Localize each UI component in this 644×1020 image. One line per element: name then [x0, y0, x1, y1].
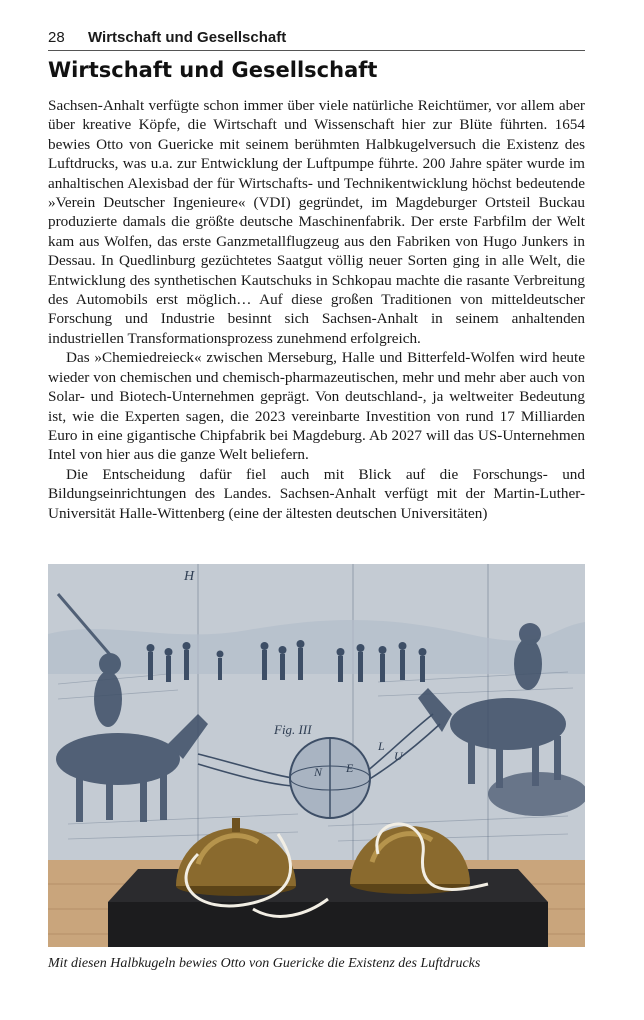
paragraph-1: Sachsen-Anhalt verfügte schon immer über viele natürliche Reichtümer, vor allem aber über kreative Köpfe, die Wirtschaft und Wissenschaft hier zur Blüte führten. 1654 bewies Otto von Guericke mit seinem berühmten Halbkugelversuch die Existenz des Luftdrucks, was u.a. zur Entwicklung der Luftpumpe führte. 200 Jahre später wurde im anhaltischen Alexisbad der für Wirtschafts- und Technikentwicklung höchst bedeutende »Verein Deutscher Ingenieure« (VDI) gegründet, im Magdeburger Ortsteil Buckau produzierte damals die größte deutsche Maschinenfabrik. Der erste Farbfilm der Welt kam aus Wolfen, das erste Ganzmetallflugzeug aus den Fabriken von Hugo Junkers in Dessau. In Quedlinburg gezüchtetes Saatgut völlig neuer Sorten ging in alle Welt, die Entwicklung des synthetischen Kautschuks in Schkopau machte die rasante Verbreitung des Automobils erst möglich… Auf diese großen Traditionen von mitteldeutscher Forschung und Industrie besinnt sich Sachsen-Anhalt in seinem anhaltenden industriellen Transformationsprozess zunehmend erfolgreich.	[48, 97, 585, 347]
engraving-label-u: U	[394, 749, 403, 763]
engraving-sphere	[290, 738, 370, 818]
engraving-label-n: N	[314, 765, 323, 779]
photo-magdeburg-hemispheres	[48, 564, 585, 947]
paragraph-3: Die Entscheidung dafür fiel auch mit Blick auf die Forschungs- und Bildungseinrichtungen des Landes. Sachsen-Anhalt verfügt mit der Martin-Luther-Universität Halle-Wittenberg (eine der ältesten deutschen Universitäten)	[48, 465, 585, 522]
engraving-label-h: H	[184, 569, 195, 584]
engraving-label-l: L	[378, 739, 385, 753]
engraving-label-fig: Fig. III	[274, 722, 312, 737]
paragraph-2: Das »Chemiedreieck« zwischen Merseburg, Halle und Bitterfeld-Wolfen wird heute wieder von chemischen und chemisch-pharmazeutischen, mehr und mehr aber auch von Solar- und Biotech-Unternehmen geprägt. Von deutschland-, ja weltweiter Bedeutung ist, wie die Experten sagen, die 2023 vereinbarte Investition von rund 17 Milliarden Euro in eine gigantische Chipfabrik bei Magdeburg. Ab 2027 will das US-Unternehmen Intel von hier aus die ganze Welt beliefern.	[48, 349, 585, 464]
running-head	[48, 28, 585, 51]
hemispheres-illustration	[48, 564, 585, 947]
pedestal-front	[108, 902, 548, 947]
body-text	[48, 96, 585, 523]
figure-caption: Mit diesen Halbkugeln bewies Otto von Guericke die Existenz des Luftdrucks	[48, 956, 481, 971]
running-head-section: Wirtschaft und Gesellschaft	[88, 29, 287, 46]
engraving-label-e: E	[346, 761, 354, 775]
page-number: 28	[48, 29, 65, 46]
chapter-title: Wirtschaft und Gesellschaft	[48, 58, 378, 82]
